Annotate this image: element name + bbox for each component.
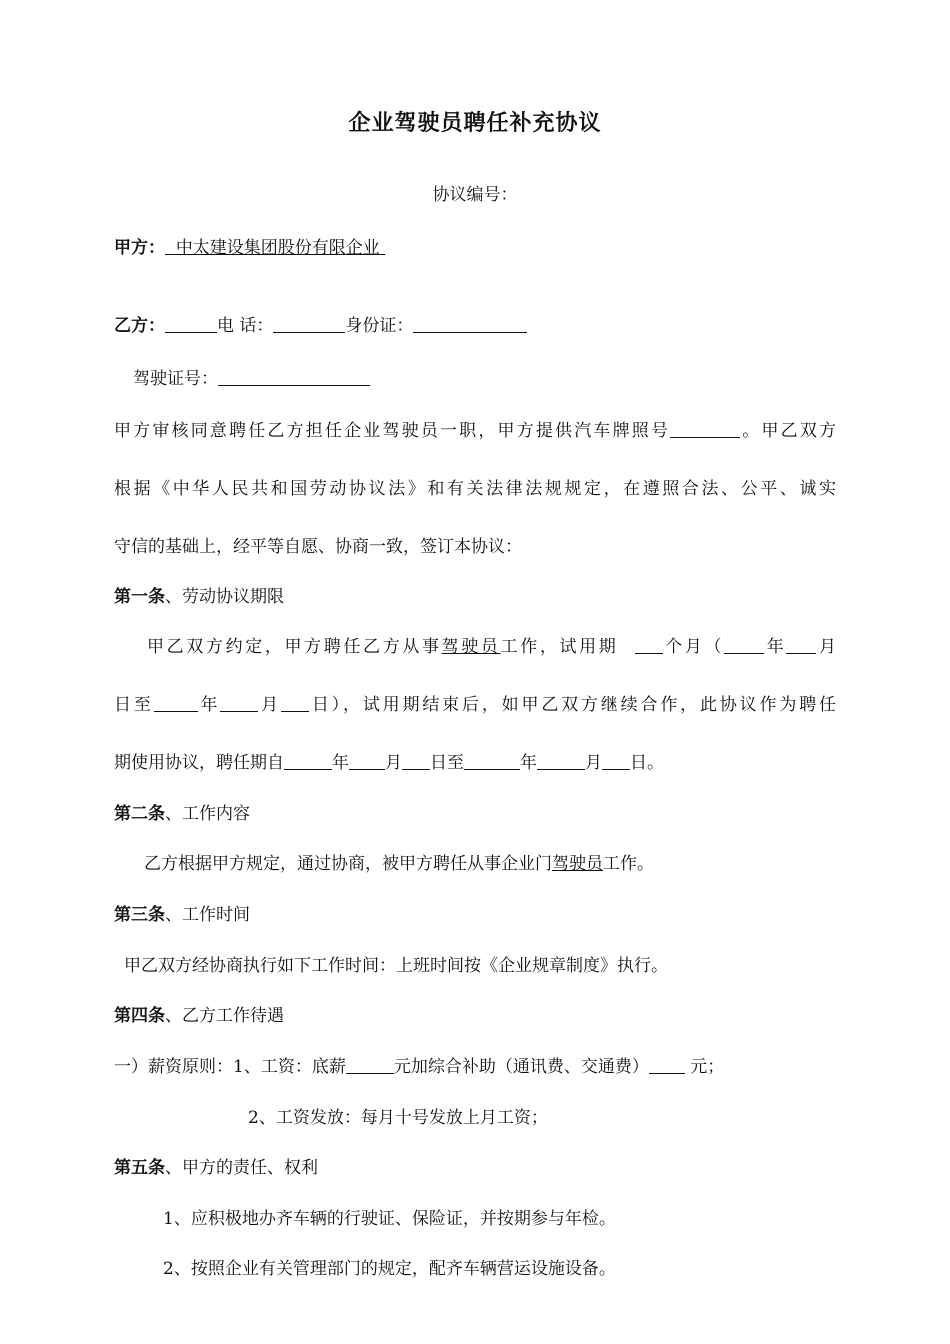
trial-end-day-blank[interactable] (281, 695, 309, 712)
party-b-label: 乙方： (114, 316, 165, 336)
base-salary-blank[interactable] (346, 1057, 394, 1074)
article-1-text-b: 工作，试用期 (500, 637, 619, 657)
intro-text-1a: 甲方审核同意聘任乙方担任企业驾驶员一职，甲方提供汽车牌照号 (114, 421, 671, 441)
party-a-label: 甲方： (114, 238, 165, 258)
article-1-heading (114, 585, 284, 609)
article-1-line-3 (114, 751, 664, 775)
article-3-paragraph: 甲乙双方经协商执行如下工作时间：上班时间按《企业规章制度》执行。 (124, 956, 668, 976)
article-4-salary-line (114, 1055, 724, 1079)
article-3-title: 、工作时间 (165, 905, 250, 925)
article-2-text-a: 乙方根据甲方规定，通过协商，被甲方聘任从事企业门 (144, 854, 552, 874)
article-3-heading (114, 903, 250, 927)
article-5-item-1: 1、应积极地办齐车辆的行驶证、保险证，并按期参与年检。 (163, 1209, 616, 1229)
allowance-blank[interactable] (649, 1057, 685, 1074)
article-4-text-a: 一）薪资原则：1、工资：底薪 (114, 1057, 346, 1077)
article-1-role: 驾驶员 (441, 637, 501, 657)
article-5-heading (114, 1156, 318, 1180)
article-2-role: 驾驶员 (552, 854, 603, 874)
trial-months-blank[interactable] (635, 637, 663, 654)
party-b-blank[interactable] (165, 316, 217, 333)
article-2-number: 第二条 (114, 804, 165, 824)
article-1-text-a: 甲乙双方约定，甲方聘任乙方从事 (147, 637, 442, 657)
plate-number-blank[interactable] (670, 421, 740, 438)
article-1-text-l: 月 (385, 753, 402, 773)
party-a-line (114, 236, 385, 260)
article-5-number: 第五条 (114, 1158, 165, 1178)
term-start-day-blank[interactable] (402, 753, 430, 770)
article-1-title: 、劳动协议期限 (165, 587, 284, 607)
article-3-number: 第三条 (114, 905, 165, 925)
intro-line-2: 根据《中华人民共和国劳动协议法》和有关法律法规规定，在遵照合法、公平、诚实 (114, 479, 836, 499)
document-title: 企业驾驶员聘任补充协议 (348, 110, 602, 136)
term-end-month-blank[interactable] (537, 753, 585, 770)
phone-blank[interactable] (273, 316, 345, 333)
article-2-text-b: 工作。 (603, 854, 654, 874)
article-1-text-d: 年 (764, 637, 787, 657)
phone-label: 电 话： (217, 316, 274, 336)
article-1-text-k: 年 (332, 753, 349, 773)
article-2-title: 、工作内容 (165, 804, 250, 824)
license-blank[interactable] (218, 369, 370, 386)
term-end-year-blank[interactable] (464, 753, 520, 770)
intro-line-1 (114, 419, 836, 443)
article-1-line-2 (114, 693, 836, 717)
party-a-name (165, 238, 385, 258)
article-1-text-j: 期使用协议，聘任期自 (114, 753, 284, 773)
party-b-line (114, 314, 527, 338)
article-1-text-e: 月 (816, 637, 837, 657)
term-start-year-blank[interactable] (284, 753, 332, 770)
article-5-title: 、甲方的责任、权利 (165, 1158, 318, 1178)
article-4-text-b: 元加综合补助（通讯费、交通费） (393, 1057, 649, 1077)
article-4-heading (114, 1004, 284, 1028)
trial-end-month-blank[interactable] (220, 695, 258, 712)
intro-text-1b: 。甲乙双方 (740, 421, 837, 441)
trial-start-month-blank[interactable] (786, 637, 816, 654)
article-1-line-1 (147, 635, 836, 659)
article-1-text-n: 年 (520, 753, 537, 773)
article-1-text-h: 月 (258, 695, 282, 715)
article-1-number: 第一条 (114, 587, 165, 607)
license-label: 驾驶证号： (133, 369, 218, 389)
article-1-text-p: 日。 (630, 753, 664, 773)
article-1-text-o: 月 (585, 753, 602, 773)
license-line (133, 367, 370, 391)
agreement-number-label: 协议编号： (432, 185, 518, 205)
article-1-text-g: 年 (197, 695, 221, 715)
article-2-heading (114, 802, 250, 826)
article-1-text-m: 日至 (430, 753, 464, 773)
party-a-name-text: 中太建设集团股份有限企业 (175, 238, 380, 258)
id-blank[interactable] (413, 316, 527, 333)
term-end-day-blank[interactable] (602, 753, 630, 770)
article-1-text-c: 个月（ (662, 637, 725, 657)
article-4-number: 第四条 (114, 1006, 165, 1026)
agreement-number (0, 183, 950, 207)
article-4-title: 、乙方工作待遇 (165, 1006, 284, 1026)
intro-line-3: 守信的基础上，经平等自愿、协商一致，签订本协议： (114, 537, 522, 557)
term-start-month-blank[interactable] (349, 753, 385, 770)
article-1-text-f: 日至 (114, 695, 154, 715)
article-5-item-2: 2、按照企业有关管理部门的规定，配齐车辆营运设施设备。 (163, 1259, 616, 1279)
article-2-paragraph (144, 852, 654, 876)
article-1-text-i: 日），试用期结束后，如甲乙双方继续合作，此协议作为聘任 (309, 695, 837, 715)
article-4-text-c: 元； (684, 1057, 725, 1077)
article-4-payment-line: 2、工资发放：每月十号发放上月工资； (248, 1108, 548, 1128)
trial-end-year-blank[interactable] (154, 695, 198, 712)
id-label: 身份证： (345, 316, 414, 336)
trial-start-year-blank[interactable] (724, 637, 764, 654)
